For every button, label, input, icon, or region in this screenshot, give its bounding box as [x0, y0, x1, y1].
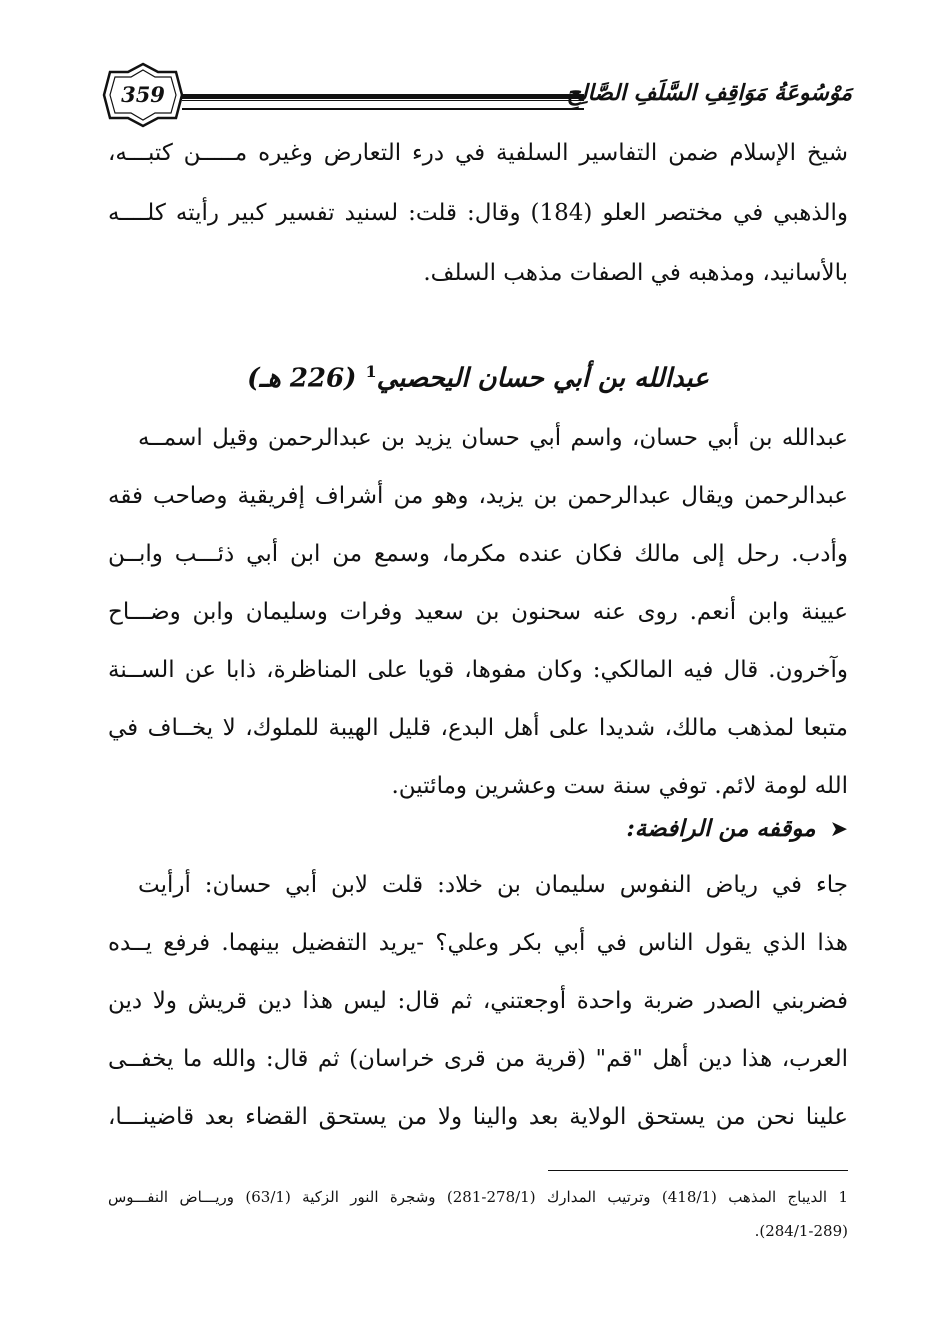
page-number-badge: [102, 62, 184, 128]
text-line: وآخرون. قال فيه المالكي: وكان مفوها، قويا على المناظرة، ذابا عن الســنة: [108, 657, 848, 683]
heading-date: (226 هـ): [247, 363, 357, 394]
text-line: علينا نحن من يستحق الولاية بعد والينا ولا من يستحق القضاء بعد قاضينـــا،: [108, 1104, 848, 1130]
text-line: شيخ الإسلام ضمن التفاسير السلفية في درء التعارض وغيره مـــــن كتبـــه،: [108, 140, 848, 166]
section-heading: [108, 362, 848, 406]
arrow-left-icon: ➤: [829, 817, 848, 842]
text-line: بالأسانيد، ومذهبه في الصفات مذهب السلف.: [423, 260, 848, 286]
text-line: عيينة وابن أنعم. روى عنه سحنون بن سعيد وفرات وسليمان وابن وضـــاح: [108, 599, 848, 625]
footnote-separator: [548, 1170, 848, 1171]
text-line: متبعا لمذهب مالك، شديدا على أهل البدع، قليل الهيبة للملوك، لا يخــاف في: [108, 715, 848, 741]
page-number: 359: [121, 82, 165, 107]
text-line: فضربني الصدر ضربة واحدة أوجعتني، ثم قال: ليس هذا دين قريش ولا دين: [108, 988, 848, 1014]
text-line: الله لومة لائم. توفي سنة ست وعشرين ومائتين.: [391, 773, 848, 799]
header-rule: [182, 94, 584, 110]
footnote-line: (284/1-289).: [754, 1222, 848, 1240]
text-line: والذهبي في مختصر العلو (184) وقال: قلت: لسنيد تفسير كبير رأيته كلــــه: [108, 200, 848, 226]
page-header: [100, 62, 852, 132]
heading-name: عبدالله بن أبي حسان اليحصبي: [376, 363, 709, 394]
text-line: عبدالله بن أبي حسان، واسم أبي حسان يزيد بن عبدالرحمن وقيل اسمــه: [138, 425, 848, 451]
subsection-heading: [626, 815, 848, 842]
text-line: جاء في رياض النفوس سليمان بن خلاد: قلت لابن أبي حسان: أرأيت: [138, 872, 848, 898]
text-line: هذا الذي يقول الناس في أبي بكر وعلي؟ -يريد التفضيل بينهما. فرفع يــده: [108, 930, 848, 956]
text-line: العرب، هذا دين أهل "قم" (قرية من قرى خراسان) ثم قال: والله ما يخفــى: [108, 1046, 848, 1072]
footnote-ref: 1: [365, 362, 377, 381]
text-line: وأدب. رحل إلى مالك فكان عنده مكرما، وسمع من ابن أبي ذئـــب وابــن: [108, 541, 848, 567]
footnote-line: 1 الديباج المذهب (418/1) وترتيب المدارك (278/1-281) وشجرة النور الزكية (63/1) وريـــاض النفـــوس: [108, 1188, 848, 1206]
series-title: مَوْسُوعَةُ مَوَاقِفِ السَّلَفِ الصَّالِحِ: [566, 80, 852, 106]
subsection-title: موقفه من الرافضة:: [626, 815, 816, 842]
text-line: عبدالرحمن ويقال عبدالرحمن بن يزيد، وهو من أشراف إفريقية وصاحب فقه: [108, 483, 848, 509]
